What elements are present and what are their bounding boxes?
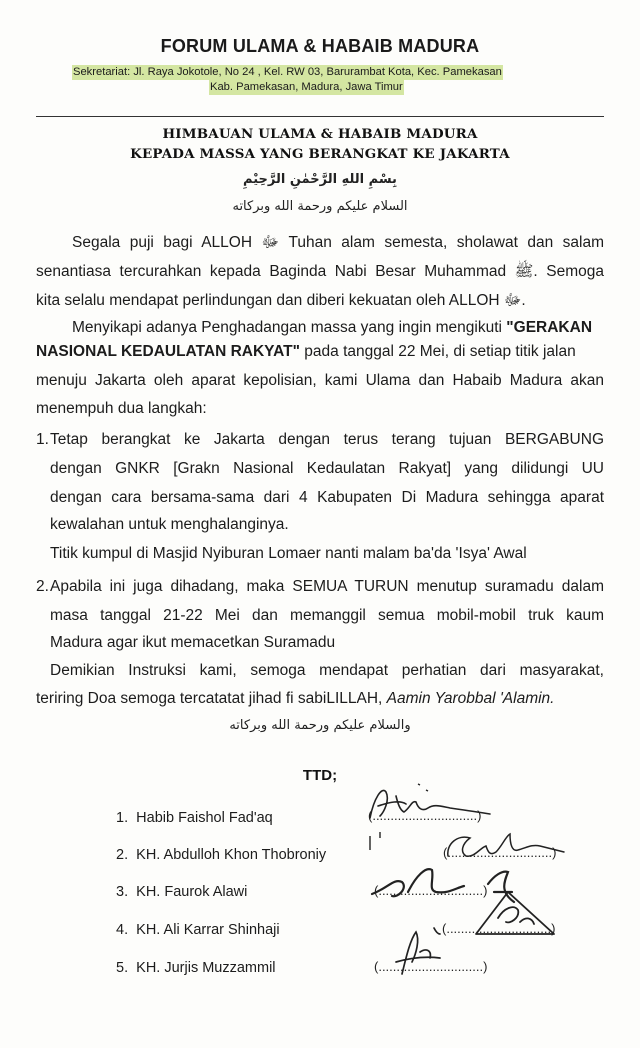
letter-title-line2: KEPADA MASSA YANG BERANGKAT KE JAKARTA xyxy=(130,146,510,162)
item-1-number: 1. xyxy=(36,431,49,448)
item-1-line-4: kewalahan untuk menghalanginya. xyxy=(50,516,289,533)
item-2-line-1: Apabila ini juga dihadang, maka SEMUA TURUN menutup suramadu dalam xyxy=(50,578,604,595)
item-2-line-4: Demikian Instruksi kami, semoga mendapat perhatian dari masyarakat, xyxy=(50,662,604,679)
signatory-2: 2. KH. Abdulloh Khon Thobroniy xyxy=(116,847,327,863)
item-1-line-2: dengan GNKR [Grakn Nasional Kedaulatan Rakyat] yang dilidungi UU xyxy=(50,460,604,477)
item-2-line-2: masa tanggal 21-22 Mei dan memanggil semua mobil-mobil truk kaum xyxy=(50,607,604,624)
item-2-number: 2. xyxy=(36,578,49,595)
organization-name: FORUM ULAMA & HABAIB MADURA xyxy=(160,36,480,56)
signature-line-2: (.............................) xyxy=(443,845,557,860)
paragraph-1-line-1: Segala puji bagi ALLOH ﷻ Tuhan alam semesta, sholawat dan salam xyxy=(72,234,605,251)
basmalah: بِسْمِ اللهِ الرَّحْمٰنِ الرَّحِيْمِ xyxy=(243,172,397,187)
signature-4-scribble xyxy=(470,888,560,940)
secretariat-address: Sekretariat: Jl. Raya Jokotole, No 24 , Kel. RW 03, Barurambat Kota, Kec. Pamekasan xyxy=(73,66,502,78)
signature-5-scribble xyxy=(380,922,460,978)
signatory-1: 1. Habib Faishol Fad'aq xyxy=(116,810,273,826)
closing-greeting: والسلام عليكم ورحمة الله وبركاته xyxy=(229,718,411,733)
signature-1-scribble xyxy=(360,778,500,828)
paragraph-2-line-2: NASIONAL KEDAULATAN RAKYAT" pada tanggal 22 Mei, di setiap titik jalan xyxy=(36,343,576,360)
header-divider xyxy=(36,116,604,117)
signature-line-1: (.............................) xyxy=(368,808,482,823)
opening-greeting: السلام عليكم ورحمة الله وبركاته xyxy=(232,199,408,214)
item-2-line-3: Madura agar ikut memacetkan Suramadu xyxy=(50,634,336,651)
letter-title-line1: HIMBAUAN ULAMA & HABAIB MADURA xyxy=(162,126,478,142)
paragraph-2-line-3: menuju Jakarta oleh aparat kepolisian, kami Ulama dan Habaib Madura akan xyxy=(36,372,604,389)
paragraph-2-line-1: Menyikapi adanya Penghadangan massa yang ingin mengikuti "GERAKAN xyxy=(72,319,593,336)
signature-line-4: (.............................) xyxy=(442,921,556,936)
item-2-line-5: teriring Doa semoga tercatatat jihad fi sabiLILLAH, Aamin Yarobbal 'Alamin. xyxy=(36,690,555,707)
paragraph-1-line-3: kita selalu mendapat perlindungan dan diberi kekuatan oleh ALLOH ﷻ. xyxy=(36,292,526,309)
paragraph-1-line-2: senantiasa tercurahkan kepada Baginda Nabi Besar Muhammad ﷺ. Semoga xyxy=(36,263,604,280)
regency-address: Kab. Pamekasan, Madura, Jawa Timur xyxy=(210,81,403,93)
signature-line-5: (.............................) xyxy=(374,959,488,974)
signature-heading: TTD; xyxy=(302,767,338,784)
paragraph-2-line-4: menempuh dua langkah: xyxy=(36,400,207,417)
signatory-4: 4. KH. Ali Karrar Shinhaji xyxy=(116,922,280,938)
item-1-line-3: dengan cara bersama-sama dari 4 Kabupaten Di Madura sehingga aparat xyxy=(50,489,604,506)
item-1-line-1: Tetap berangkat ke Jakarta dengan terus terang tujuan BERGABUNG xyxy=(50,431,604,448)
signature-line-3: (.............................) xyxy=(374,883,488,898)
signatory-3: 3. KH. Faurok Alawi xyxy=(116,884,248,900)
item-1-line-5: Titik kumpul di Masjid Nyiburan Lomaer nanti malam ba'da 'Isya' Awal xyxy=(50,545,527,562)
signatory-5: 5. KH. Jurjis Muzzammil xyxy=(116,960,276,976)
